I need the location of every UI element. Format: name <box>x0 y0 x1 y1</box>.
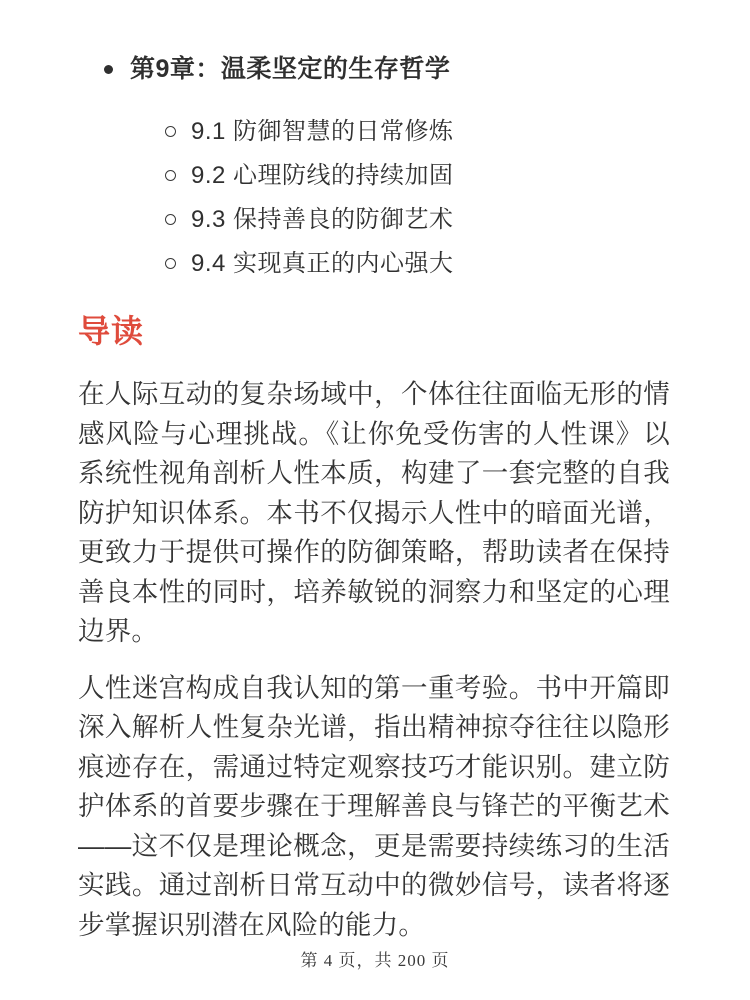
page-number-indicator: 第 4 页，共 200 页 <box>300 951 450 970</box>
circle-bullet-icon <box>165 170 176 181</box>
toc-section-item <box>165 205 670 234</box>
toc-chapter-title: 第9章：温柔坚定的生存哲学 <box>130 55 451 83</box>
toc-section-label: 9.4 实现真正的内心强大 <box>191 250 454 277</box>
toc-section-item <box>165 249 670 278</box>
toc-chapter-row <box>104 0 670 86</box>
circle-bullet-icon <box>165 258 176 269</box>
intro-heading: 导读 <box>78 313 145 349</box>
toc-section-label: 9.1 防御智慧的日常修炼 <box>191 118 454 145</box>
intro-paragraph: 在人际互动的复杂场域中，个体往往面临无形的情感风险与心理挑战。《让你免受伤害的人性课》以系统性视角剖析人性本质，构建了一套完整的自我防护知识体系。本书不仅揭示人性中的暗面光谱，更致力于提供可操作的防御策略，帮助读者在保持善良本性的同时，培养敏锐的洞察力和坚定的心理边界。 <box>78 379 670 646</box>
circle-bullet-icon <box>165 214 176 225</box>
toc-section-item <box>165 117 670 146</box>
circle-bullet-icon <box>165 126 176 137</box>
intro-paragraph: 人性迷宫构成自我认知的第一重考验。书中开篇即深入解析人性复杂光谱，指出精神掠夺往往以隐形痕迹存在，需通过特定观察技巧才能识别。建立防护体系的首要步骤在于理解善良与锋芒的平衡艺术——这不仅是理论概念，更是需要持续练习的生活实践。通过剖析日常互动中的微妙信号，读者将逐步掌握识别潜在风险的能力。 <box>78 672 670 940</box>
disc-bullet-icon <box>104 65 113 74</box>
toc-section-label: 9.3 保持善良的防御艺术 <box>191 206 454 233</box>
toc-section-item <box>165 161 670 190</box>
toc-section-label: 9.2 心理防线的持续加固 <box>191 162 454 189</box>
